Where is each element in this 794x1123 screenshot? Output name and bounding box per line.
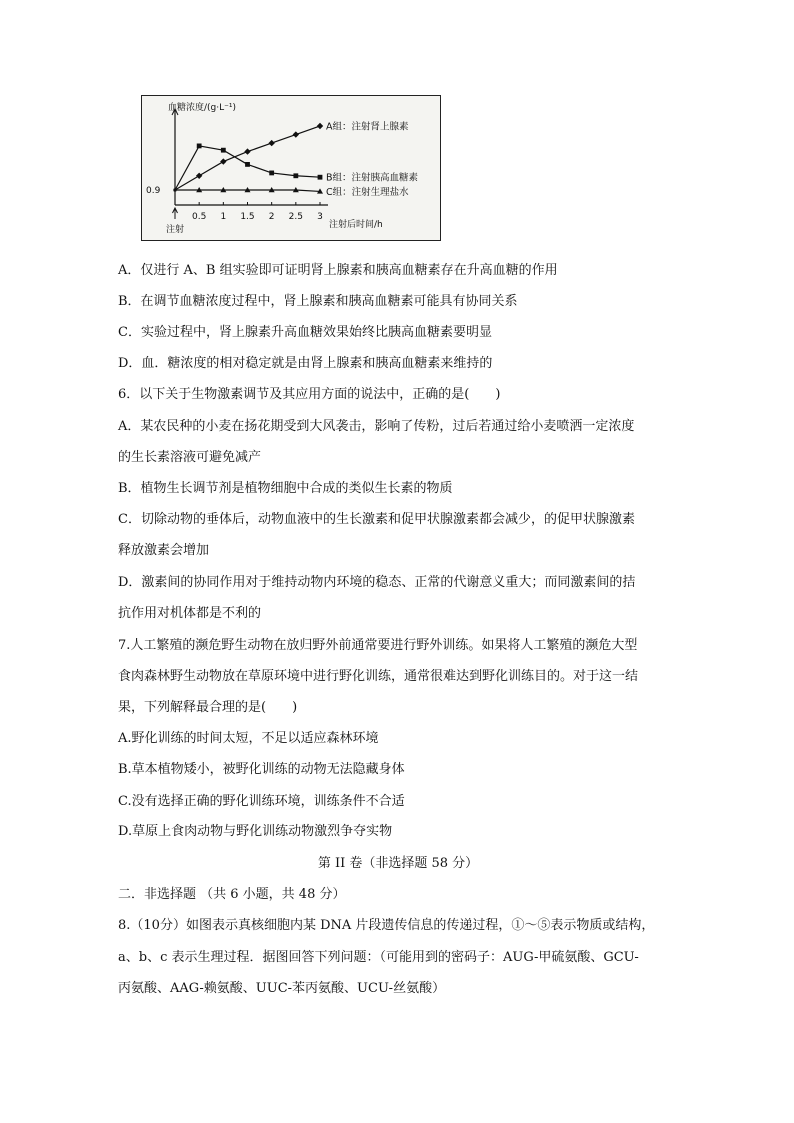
x-axis-label: 注射后时间/h <box>329 220 383 230</box>
text-line: B.草本植物矮小，被野化训练的动物无法隐藏身体 <box>118 762 405 777</box>
text-line: 6．以下关于生物激素调节及其应用方面的说法中，正确的是( ) <box>118 387 501 402</box>
text-line: 果，下列解释最合理的是( ) <box>118 700 298 715</box>
data-point-diamond <box>220 158 226 164</box>
text-line: C．实验过程中，肾上腺素升高血糖效果始终比胰高血糖素要明显 <box>118 325 492 340</box>
series-label: B组：注射胰高血糖素 <box>326 172 419 184</box>
x-tick-label: 2.5 <box>288 212 303 222</box>
data-point-square <box>293 173 298 178</box>
y-axis-label: 血糖浓度/(g·L⁻¹) <box>168 103 237 113</box>
text-line: A．某农民种的小麦在扬花期受到大风袭击，影响了传粉，过后若通过给小麦喷洒一定浓度 <box>118 419 635 434</box>
text-line: 7.人工繁殖的濒危野生动物在放归野外前通常要进行野外训练。如果将人工繁殖的濒危大型 <box>118 638 638 653</box>
data-point-diamond <box>293 131 299 137</box>
text-line: 抗作用对机体都是不利的 <box>118 606 262 621</box>
text-line: 释放激素会增加 <box>118 543 210 558</box>
data-point-diamond <box>268 140 274 146</box>
x-tick-label: 1 <box>220 212 227 222</box>
text-line: A．仅进行 A、B 组实验即可证明肾上腺素和胰高血糖素存在升高血糖的作用 <box>118 263 558 278</box>
x-tick-label: 1.5 <box>240 212 255 222</box>
text-line: 食肉森林野生动物放在草原环境中进行野化训练，通常很难达到野化训练目的。对于这一结 <box>118 669 639 684</box>
chart-series <box>173 123 323 194</box>
x-tick-label: 2 <box>268 212 275 222</box>
text-line: a、b、c 表示生理过程．据图回答下列问题：（可能用到的密码子：AUG-甲硫氨酸、GCU- <box>118 950 639 965</box>
text-line: C．切除动物的垂体后，动物血液中的生长激素和促甲状腺激素都会减少，的促甲状腺激素 <box>118 512 635 527</box>
chart-axes <box>172 109 328 219</box>
section-heading: 第 II 卷（非选择题 58 分） <box>317 856 479 871</box>
text-line: D．激素间的协同作用对于维持动物内环境的稳态、正常的代谢意义重大；而同激素间的拮 <box>118 575 636 590</box>
series-label: A组：注射肾上腺素 <box>326 121 409 133</box>
y-tick-label: 0.9 <box>146 186 161 196</box>
data-point-square <box>269 171 274 176</box>
series-triangle <box>173 187 323 194</box>
series-line <box>175 126 320 190</box>
data-point-square <box>221 148 226 153</box>
data-point-square <box>197 144 202 149</box>
text-line: 二．非选择题 （共 6 小题，共 48 分） <box>118 887 346 902</box>
chart-svg <box>142 96 442 242</box>
x-tick-label: 0.5 <box>192 212 207 222</box>
text-line: 丙氨酸、AAG-赖氨酸、UUC-苯丙氨酸、UCU-丝氨酸） <box>118 981 446 996</box>
blood-glucose-chart <box>141 95 441 241</box>
series-label: C组：注射生理盐水 <box>326 186 409 198</box>
text-line: B．植物生长调节剂是植物细胞中合成的类似生长素的物质 <box>118 481 453 496</box>
series-diamond <box>173 123 323 192</box>
text-line: D．血．糖浓度的相对稳定就是由肾上腺素和胰高血糖素来维持的 <box>118 356 493 371</box>
data-point-diamond <box>244 148 250 154</box>
data-point-square <box>245 162 250 167</box>
text-line: C.没有选择正确的野化训练环境，训练条件不合适 <box>118 794 405 809</box>
x-tick-label: 3 <box>317 212 323 222</box>
text-line: A.野化训练的时间太短，不足以适应森林环境 <box>118 731 379 746</box>
text-line: 的生长素溶液可避免减产 <box>118 450 262 465</box>
text-line: B．在调节血糖浓度过程中，肾上腺素和胰高血糖素可能具有协同关系 <box>118 294 518 309</box>
text-line: 8.（10分）如图表示真核细胞内某 DNA 片段遗传信息的传递过程，①～⑤表示物质或结构， <box>118 918 655 933</box>
data-point-square <box>318 175 323 180</box>
text-line: D.草原上食肉动物与野化训练动物激烈争夺实物 <box>118 824 393 839</box>
data-point-diamond <box>317 123 323 129</box>
data-point <box>173 188 176 191</box>
data-point-diamond <box>196 173 202 179</box>
x-start-label: 注射 <box>165 225 185 235</box>
